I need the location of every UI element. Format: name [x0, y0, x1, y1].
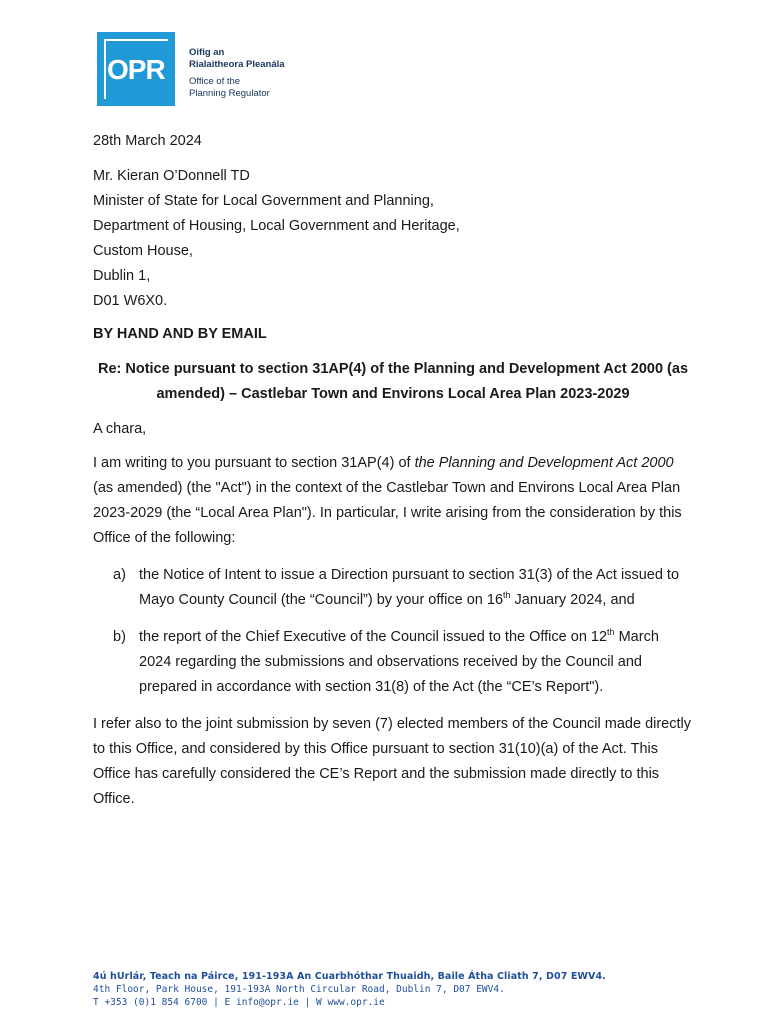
address-line: D01 W6X0. [93, 293, 168, 309]
considerations-list [93, 563, 693, 700]
act-title: the Planning and Development Act 2000 [414, 455, 674, 471]
address-line: Custom House, [93, 243, 193, 259]
list-item [93, 625, 693, 700]
list-marker: b) [113, 629, 126, 645]
footer-english-address: 4th Floor, Park House, 191-193A North Circular Road, Dublin 7, D07 EWV4. [93, 984, 505, 995]
opr-logo [97, 32, 285, 106]
delivery-method: BY HAND AND BY EMAIL [93, 326, 267, 342]
address-line: Department of Housing, Local Government and Heritage, [93, 218, 460, 234]
logo-line-1: Oifig an [189, 47, 225, 58]
address-line: Dublin 1, [93, 268, 151, 284]
logo-line-3: Office of the [189, 76, 241, 87]
list-item-text: the Notice of Intent to issue a Direction pursuant to section 31(3) of the Act issued to Mayo County Council (the “Council”) by your office on 16th January 2024, and [139, 567, 680, 608]
logo-wordmark [189, 47, 285, 100]
paragraph-1: I am writing to you pursuant to section 31AP(4) of the Planning and Development Act 2000 (as amended) (the "Act") in the context of the Castlebar Town and Environs Local Area Plan 2023-2029 (the “Local Area Plan"). In particular, I write arising from the consideration by this Office of the following: [93, 455, 682, 546]
paragraph-2: I refer also to the joint submission by seven (7) elected members of the Council made directly to this Office, and considered by this Office pursuant to section 31(10)(a) of the Act. This Office has carefully considered the CE’s Report and the submission made directly to this Office. [93, 716, 691, 807]
letter-date: 28th March 2024 [93, 133, 202, 149]
logo-line-4: Planning Regulator [189, 88, 270, 99]
list-item-text: the report of the Chief Executive of the Council issued to the Office on 12th March 2024 regarding the submissions and observations received by the Council and prepared in accordance with section 31(8) of the Act (the “CE’s Report"). [139, 627, 659, 695]
logo-mark-text: OPR [107, 54, 165, 85]
footer-address [93, 970, 606, 1009]
logo-line-2: Rialaitheora Pleanála [189, 59, 285, 70]
opr-logo-mark [97, 32, 175, 106]
address-line: Mr. Kieran O’Donnell TD [93, 168, 250, 184]
letter-body [93, 129, 693, 824]
salutation: A chara, [93, 421, 147, 437]
address-line: Minister of State for Local Government and Planning, [93, 193, 434, 209]
footer-irish-address: 4ú hUrlár, Teach na Páirce, 191-193A An Cuarbhóthar Thuaidh, Baile Átha Cliath 7, D07 EWV4. [93, 971, 606, 982]
list-item [93, 563, 693, 613]
subject-line: Re: Notice pursuant to section 31AP(4) of the Planning and Development Act 2000 (as amended) – Castlebar Town and Environs Local Area Plan 2023-2029 [97, 361, 689, 402]
footer-contact: T +353 (0)1 854 6700 | E info@opr.ie | W www.opr.ie [93, 997, 385, 1008]
recipient-address [93, 164, 693, 314]
list-marker: a) [113, 567, 126, 583]
